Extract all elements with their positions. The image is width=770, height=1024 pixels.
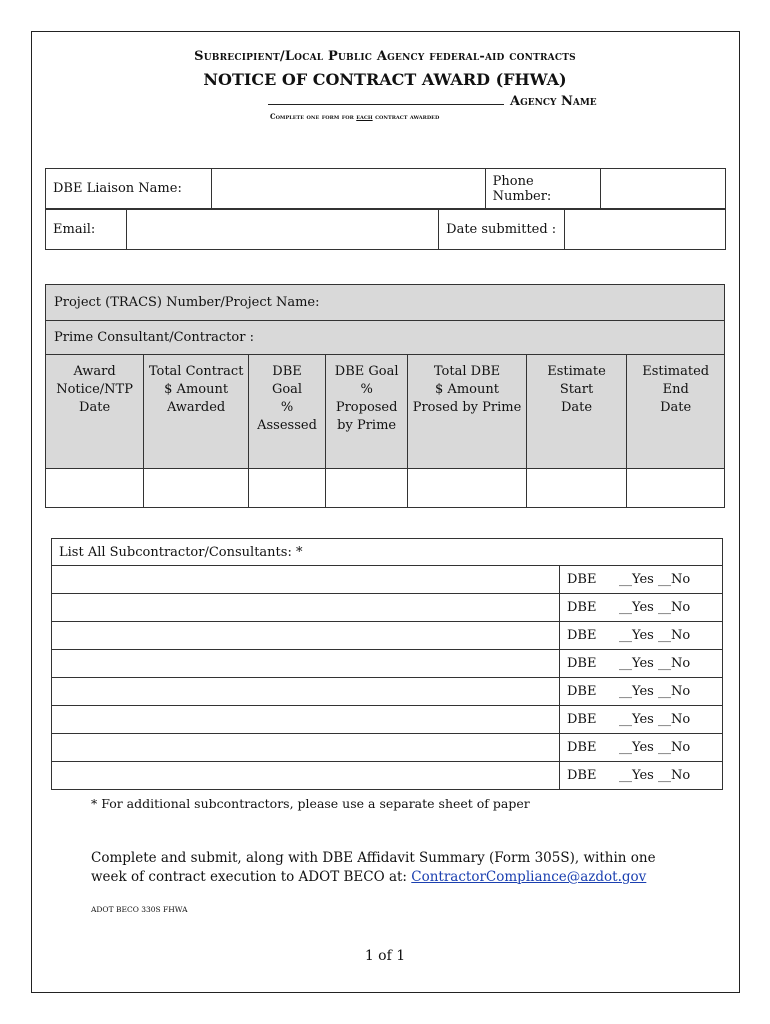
contact-table [45,168,726,209]
phone-label: Phone Number: [485,169,600,209]
agency-name-blank[interactable] [268,92,504,105]
subcontractor-name-field[interactable] [52,566,560,594]
dbe-yes-no-choice[interactable]: __Yes __No [612,678,723,706]
prime-contractor-field[interactable] [45,320,725,355]
subcontractor-name-field[interactable] [52,622,560,650]
subcontractor-row [52,650,723,678]
subcontractor-name-field[interactable] [52,762,560,790]
project-name-label: Project (TRACS) Number/Project Name: [54,295,320,310]
dbe-label: DBE [560,650,613,678]
form-id: ADOT BECO 330S FHWA [91,905,188,914]
email-label: Email: [46,210,127,250]
dbe-label: DBE [560,762,613,790]
form-subtitle: Subrecipient/Local Public Agency federal-aid contracts [194,49,576,64]
award-input-cell[interactable] [249,469,326,508]
subcontractor-row [52,566,723,594]
dbe-yes-no-choice[interactable]: __Yes __No [612,762,723,790]
agency-name-line[interactable] [268,92,597,109]
subcontractor-name-field[interactable] [52,650,560,678]
dbe-label: DBE [560,622,613,650]
subcontractor-row [52,706,723,734]
award-column-header: Total DBE $ Amount Prosed by Prime [408,355,526,469]
award-input-cell[interactable] [325,469,407,508]
dbe-label: DBE [560,594,613,622]
date-submitted-label: Date submitted : [439,210,564,250]
dbe-label: DBE [560,678,613,706]
subcontractor-row [52,622,723,650]
dbe-yes-no-choice[interactable]: __Yes __No [612,650,723,678]
subcontractor-name-field[interactable] [52,678,560,706]
dbe-label: DBE [560,566,613,594]
subcontractor-table [51,538,723,790]
agency-name-label: Agency Name [510,94,597,109]
award-input-cell[interactable] [526,469,627,508]
subcontractor-row [52,594,723,622]
phone-field[interactable] [600,169,725,209]
submission-instructions: Complete and submit, along with DBE Affidavit Summary (Form 305S), within one week of contract execution to ADOT BECO at: ContractorCompliance@azdot.gov [91,850,656,885]
contact-table-row2 [45,209,726,250]
dbe-label: DBE [560,734,613,762]
award-input-cell[interactable] [46,469,144,508]
subcontractor-name-field[interactable] [52,706,560,734]
dbe-liaison-field[interactable] [212,169,485,209]
email-field[interactable] [127,210,439,250]
award-column-header: Award Notice/NTP Date [46,355,144,469]
dbe-liaison-label: DBE Liaison Name: [46,169,212,209]
dbe-yes-no-choice[interactable]: __Yes __No [612,706,723,734]
dbe-yes-no-choice[interactable]: __Yes __No [612,594,723,622]
award-column-header: Estimate Start Date [526,355,627,469]
award-input-cell[interactable] [627,469,725,508]
dbe-yes-no-choice[interactable]: __Yes __No [612,566,723,594]
date-submitted-field[interactable] [564,210,726,250]
subcontractor-row [52,734,723,762]
compliance-email-link[interactable]: ContractorCompliance@azdot.gov [411,869,647,885]
award-column-header: DBE Goal % Proposed by Prime [325,355,407,469]
award-column-header: Estimated End Date [627,355,725,469]
prime-contractor-label: Prime Consultant/Contractor : [54,330,254,345]
award-input-cell[interactable] [144,469,249,508]
subcontractor-name-field[interactable] [52,734,560,762]
award-column-header: Total Contract $ Amount Awarded [144,355,249,469]
dbe-yes-no-choice[interactable]: __Yes __No [612,622,723,650]
form-title: NOTICE OF CONTRACT AWARD (FHWA) [203,70,567,89]
award-table [45,354,725,508]
subcontractor-name-field[interactable] [52,594,560,622]
subcontractor-row [52,678,723,706]
form-instruction: Complete one form for each contract awarded [270,112,440,121]
dbe-yes-no-choice[interactable]: __Yes __No [612,734,723,762]
award-input-cell[interactable] [408,469,526,508]
project-name-field[interactable] [45,284,725,321]
subcontractor-footnote: * For additional subcontractors, please use a separate sheet of paper [91,796,530,811]
subcontractor-row [52,762,723,790]
award-column-header: DBE Goal % Assessed [249,355,326,469]
dbe-label: DBE [560,706,613,734]
page-number: 1 of 1 [364,948,406,964]
subcontractor-list-label: List All Subcontractor/Consultants: * [52,539,723,566]
